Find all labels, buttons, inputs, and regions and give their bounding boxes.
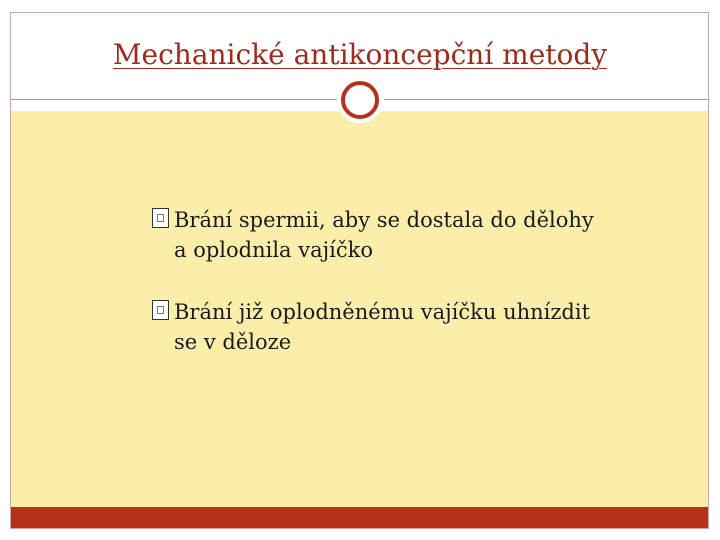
slide-frame (10, 12, 709, 529)
slide-title: Mechanické antikoncepční metody (112, 38, 608, 71)
bullet-text: Brání již oplodněnému vajíčku uhnízdit se v děloze (174, 300, 591, 354)
bullet-text: Brání spermii, aby se dostala do dělohy a oplodnila vajíčko (174, 208, 594, 262)
